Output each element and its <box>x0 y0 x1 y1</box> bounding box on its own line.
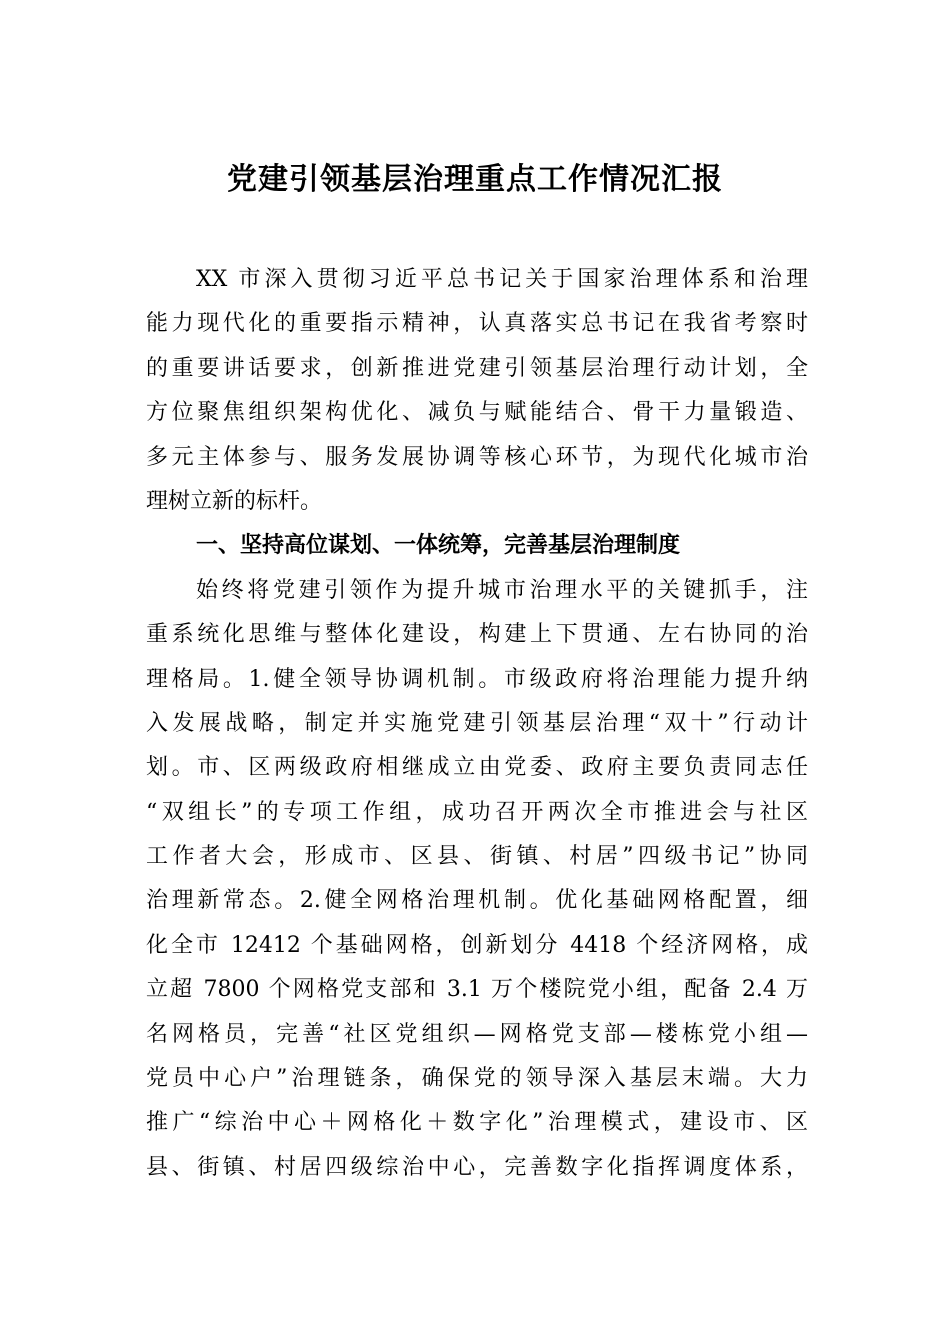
paragraph-line: 立超 7800 个网格党支部和 3.1 万个楼院党小组，配备 2.4 万 <box>146 977 808 1003</box>
paragraph-line: 理格局。1.健全领导协调机制。市级政府将治理能力提升纳 <box>146 666 808 692</box>
document-body <box>146 258 808 1190</box>
section-heading: 一、坚持高位谋划、一体统筹，完善基层治理制度 <box>196 533 681 559</box>
paragraph-line: 化全市 12412 个基础网格，创新划分 4418 个经济网格，成 <box>146 932 808 958</box>
paragraph-line: 入发展战略，制定并实施党建引领基层治理“双十”行动计 <box>146 710 808 736</box>
paragraph-line: 治理新常态。2.健全网格治理机制。优化基础网格配置，细 <box>146 888 808 914</box>
paragraph-line: “双组长”的专项工作组，成功召开两次全市推进会与社区 <box>146 799 808 825</box>
paragraph-line: 工作者大会，形成市、区县、街镇、村居”四级书记”协同 <box>146 844 808 870</box>
paragraph-line: XX 市深入贯彻习近平总书记关于国家治理体系和治理 <box>196 267 808 292</box>
paragraph-line: 多元主体参与、服务发展协调等核心环节，为现代化城市治 <box>146 444 808 470</box>
paragraph-line: 重系统化思维与整体化建设，构建上下贯通、左右协同的治 <box>146 622 808 648</box>
paragraph-line: 方位聚焦组织架构优化、减负与赋能结合、骨干力量锻造、 <box>146 400 808 426</box>
paragraph-line: 能力现代化的重要指示精神，认真落实总书记在我省考察时 <box>146 311 808 337</box>
paragraph-line: 县、街镇、村居四级综治中心，完善数字化指挥调度体系， <box>146 1154 808 1180</box>
paragraph-line: 的重要讲话要求，创新推进党建引领基层治理行动计划，全 <box>146 355 808 381</box>
paragraph-line: 推广“综治中心＋网格化＋数字化”治理模式，建设市、区 <box>146 1110 808 1136</box>
paragraph-line: 始终将党建引领作为提升城市治理水平的关键抓手，注 <box>196 577 808 603</box>
paragraph-line: 划。市、区两级政府相继成立由党委、政府主要负责同志任 <box>146 755 808 781</box>
document-title: 党建引领基层治理重点工作情况汇报 <box>227 162 723 197</box>
paragraph-line: 党员中心户”治理链条，确保党的领导深入基层末端。大力 <box>146 1066 808 1092</box>
paragraph-line: 理树立新的标杆。 <box>146 488 323 514</box>
paragraph-line: 名网格员，完善“社区党组织—网格党支部—楼栋党小组— <box>146 1021 808 1047</box>
